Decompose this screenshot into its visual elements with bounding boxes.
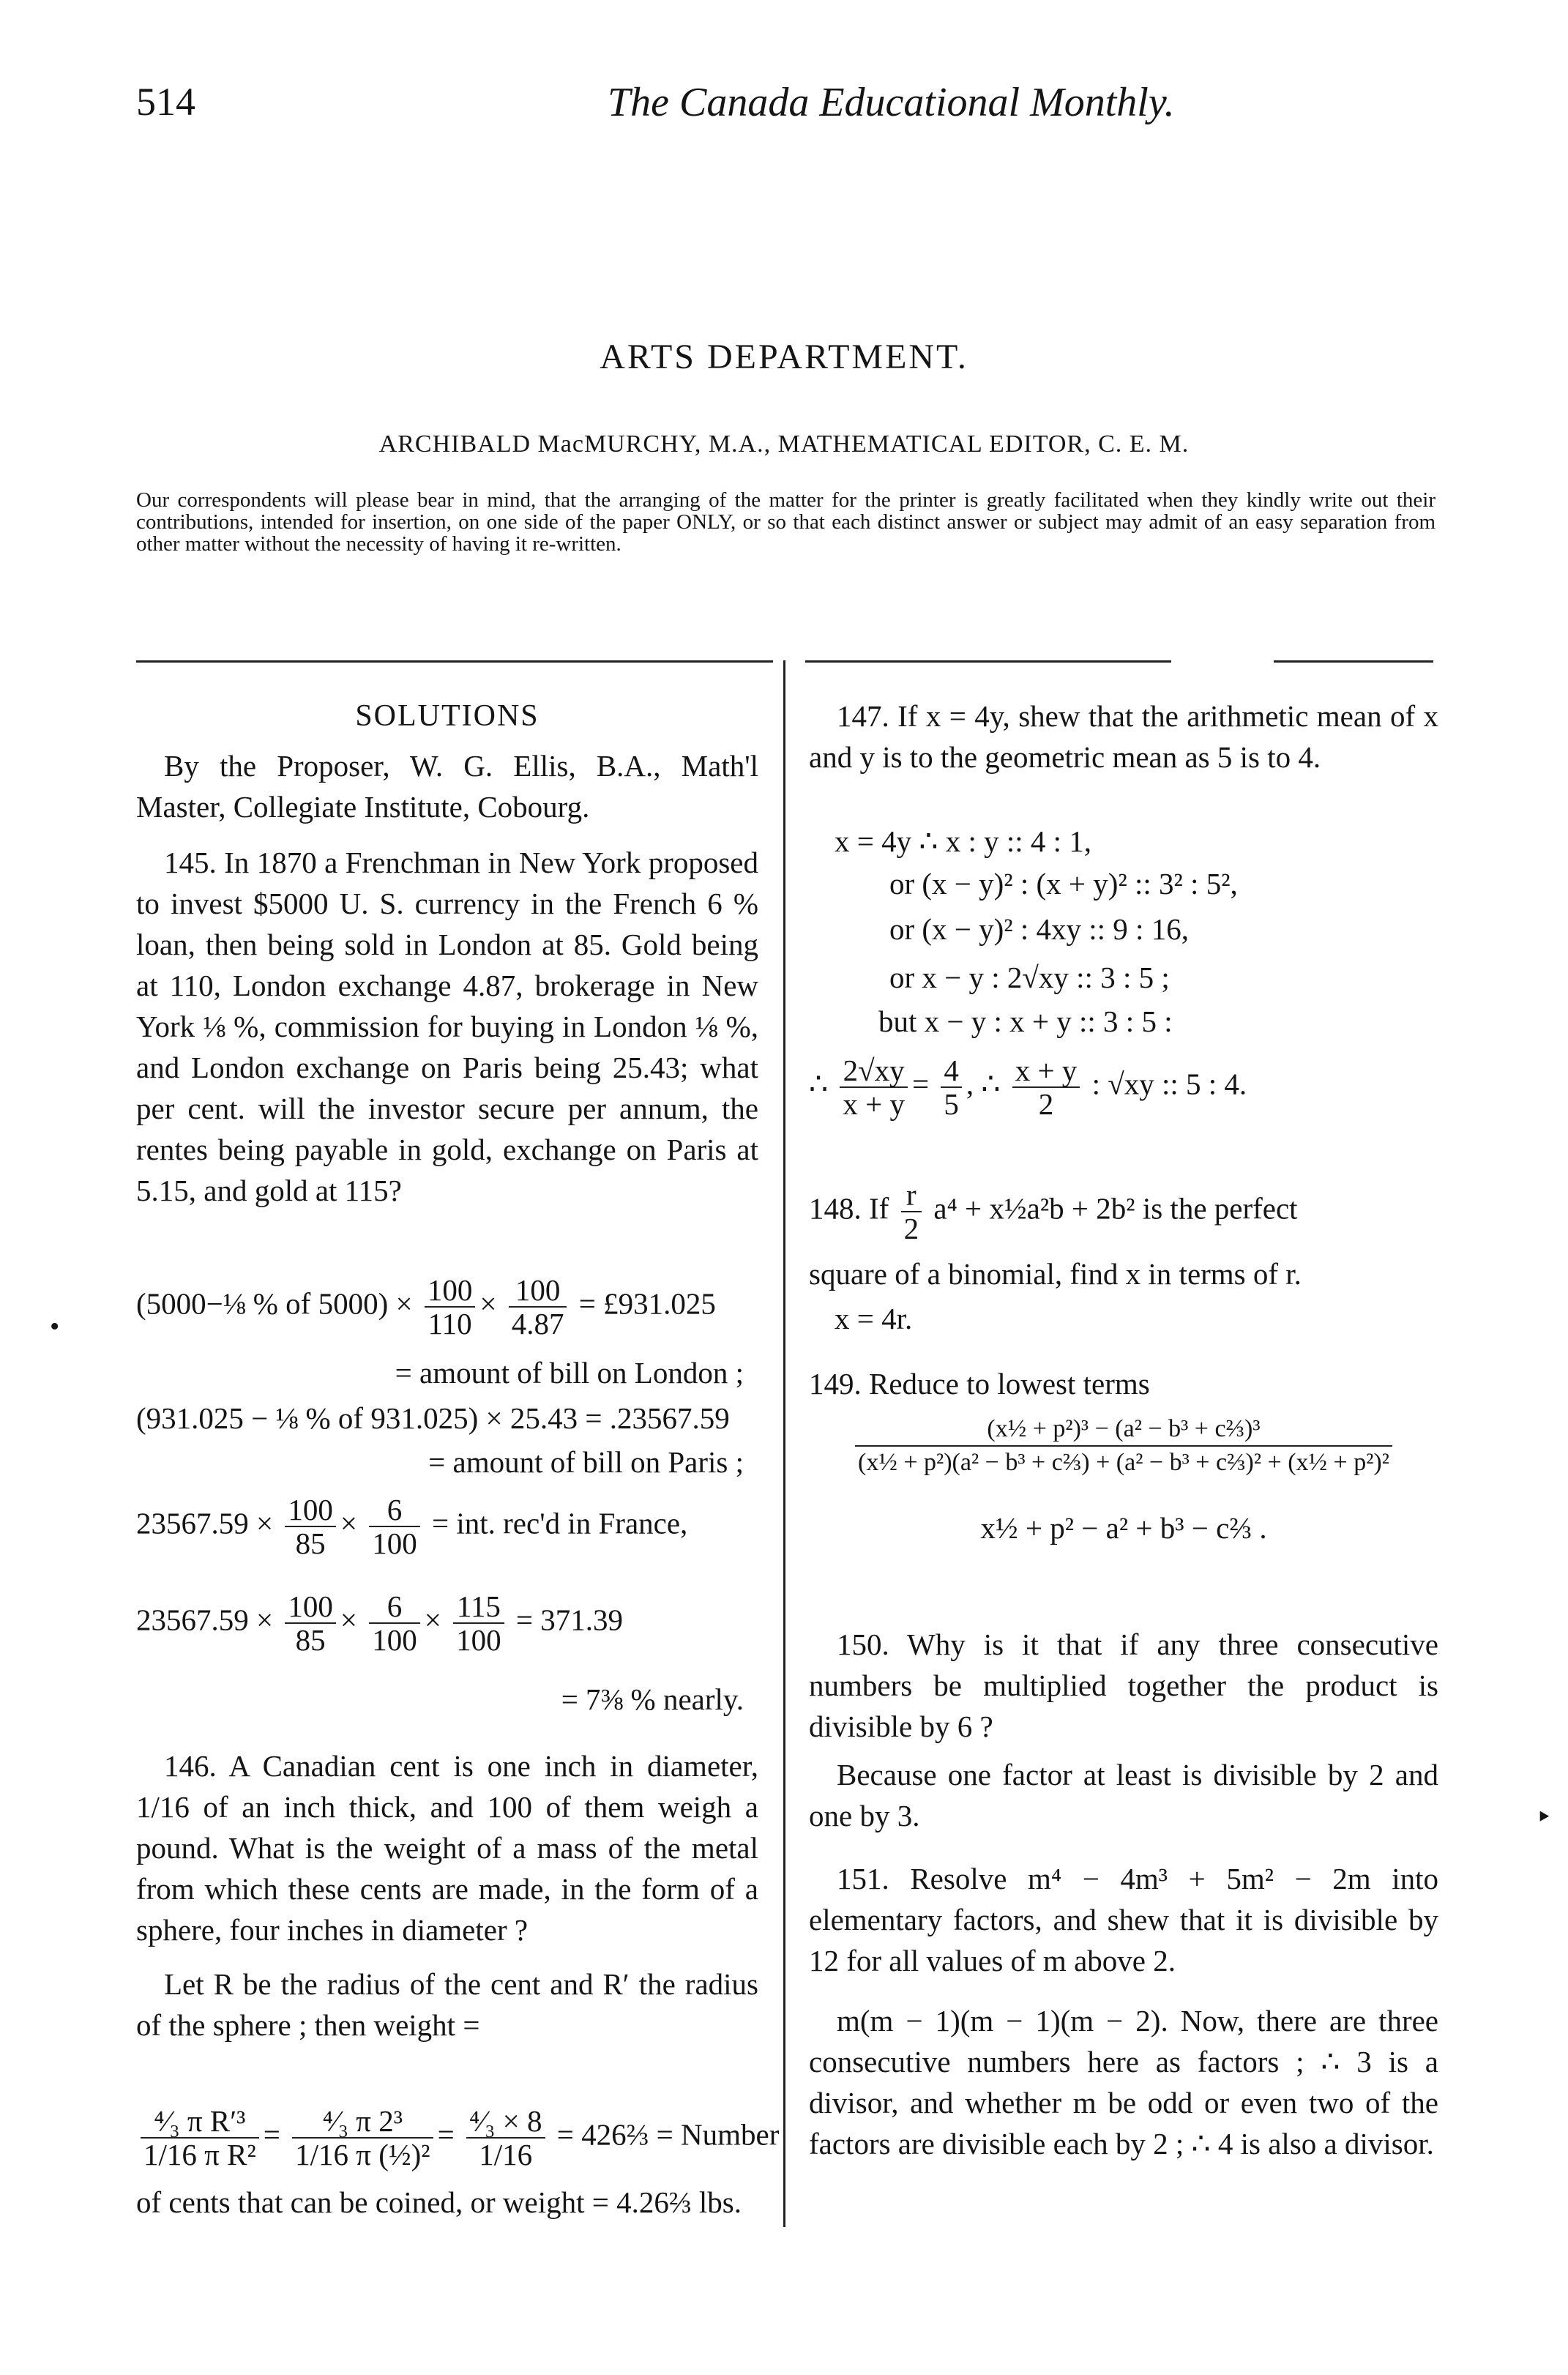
p147-line6: ∴ $\frac{2√xy}{x + y}$ = $\frac{4}{5}$ , ∴ $\frac{x + y}{2}$ : √xy :: 5 : 4. [809, 1054, 1247, 1121]
problem-147: 147. If x = 4y, shew that the arithmetic mean of x and y is to the geometric mean as 5 is to 4. [809, 699, 1438, 774]
eq1-frac2-num: 100 [509, 1274, 567, 1308]
left-column-lower [136, 1745, 758, 2046]
p148-continuation: square of a binomial, find x in terms of r. [809, 1257, 1302, 1291]
p148-frac-num: r [901, 1179, 922, 1212]
eq5-frac1-den: 1/16 π R² [143, 2138, 256, 2171]
right-column-lower [809, 1624, 1438, 2164]
p147-frac3-num: x + y [1012, 1054, 1080, 1088]
right-column-rule [805, 660, 1171, 663]
p148-answer: x = 4r. [835, 1302, 913, 1335]
problem-150-solution: Because one factor at least is divisible by 2 and one by 3. [809, 1758, 1438, 1832]
eq4-frac2-num: 6 [369, 1590, 420, 1624]
problem-151: 151. Resolve m⁴ − 4m³ + 5m² − 2m into elementary factors, and shew that it is divisible by 12 for all values of m above 2. [809, 1862, 1438, 1977]
problem-149: 149. Reduce to lowest terms [809, 1367, 1150, 1401]
margin-mark: ‣ [1536, 1802, 1553, 1833]
equation-145-4: 23567.59 × $\frac{100}{85}$ × $\frac{6}{100}$ × $\frac{115}{100}$ = 371.39 [136, 1589, 623, 1657]
p148-frac-den: 2 [903, 1212, 919, 1245]
column-divider [783, 660, 785, 2227]
equation-146: $\frac{\text{⁴⁄₃ π R′³}}{\text{1/16 π R²}}$ = $\frac{\text{⁴⁄₃ π 2³}}{\text{1/16 π (½)²}}$ = $\frac{\text{⁴⁄₃ × 8}}{1/16}$ = 426⅔ = Number [136, 2105, 779, 2171]
p148-number: 148. If [809, 1191, 889, 1226]
problem-146-conclusion: of cents that can be coined, or weight = 4.26⅔ lbs. [136, 2185, 742, 2219]
eq1-right: = £931.025 [578, 1286, 716, 1321]
p149-fraction [809, 1413, 1438, 1479]
left-column [136, 696, 758, 1211]
eq4-left: 23567.59 × [136, 1603, 274, 1637]
eq5-frac3-num: ⁴⁄₃ × 8 [466, 2105, 545, 2139]
p147-frac3-den: 2 [1038, 1087, 1054, 1121]
eq1-left: (5000−⅛ % of 5000) × [136, 1286, 413, 1321]
p147-line5: but x − y : x + y :: 3 : 5 : [878, 1004, 1173, 1038]
p147-frac2-den: 5 [944, 1087, 959, 1121]
problem-148 [809, 1179, 1298, 1245]
equation-145-3: 23567.59 × $\frac{100}{85}$ × $\frac{6}{100}$ = int. rec'd in France, [136, 1493, 688, 1560]
eq3-right: = int. rec'd in France, [432, 1506, 688, 1540]
eq5-right: = 426⅔ = Number [556, 2117, 780, 2152]
problem-146: 146. A Canadian cent is one inch in diameter, 1/16 of an inch thick, and 100 of them weigh a pound. What is the weight of a mass of the metal from which these cents are made, in the form of a sphere, four inches in diameter ? [136, 1749, 758, 1947]
p147-line3: or (x − y)² : 4xy :: 9 : 16, [889, 912, 1189, 946]
problem-145: 145. In 1870 a Frenchman in New York proposed to invest $5000 U. S. currency in the French 6 % loan, then being sold in London at 85. Gold being at 110, London exchange 4.87, brokerage in New York ⅛ %, commission for buying in London ⅛ %, and London exchange on Paris being 25.43; what per cent. will the investor secure per annum, the rentes being payable in gold, exchange on Paris at 5.15, and gold at 115? [136, 846, 758, 1207]
problem-150: 150. Why is it that if any three consecutive numbers be multiplied together the product is divisible by 6 ? [809, 1628, 1438, 1743]
eq3-frac2-den: 100 [372, 1526, 417, 1560]
eq5-frac3-den: 1/16 [479, 2138, 533, 2171]
p149-denominator: (x½ + p²)(a² − b³ + c⅔) + (a² − b³ + c⅔)² + (x½ + p²)² [858, 1449, 1389, 1476]
p149-answer: x½ + p² − a² + b³ − c⅔ . [980, 1511, 1267, 1545]
eq5-frac1-num: ⁴⁄₃ π R′³ [141, 2105, 259, 2139]
p147-line4: or x − y : 2√xy :: 3 : 5 ; [889, 961, 1170, 994]
problem-151-solution: m(m − 1)(m − 1)(m − 2). Now, there are three consecutive numbers here as factors ; ∴ 3 is a divisor, and whether m be odd or even two of the factors are divisible each by 2 ; ∴ 4 is also a divisor. [809, 2004, 1438, 2160]
right-column-rule-end [1274, 660, 1433, 663]
running-head [124, 79, 1444, 138]
eq3-frac2-num: 6 [369, 1494, 420, 1527]
page-number: 514 [136, 80, 195, 124]
eq3-frac1-num: 100 [285, 1494, 336, 1527]
eq1-frac1-num: 100 [425, 1274, 476, 1308]
equation-145-2-note: = amount of bill on Paris ; [428, 1445, 744, 1479]
p147-frac2-num: 4 [941, 1054, 962, 1088]
editor-line: ARCHIBALD MacMURCHY, M.A., MATHEMATICAL EDITOR, C. E. M. [378, 430, 1190, 458]
eq4-frac3-den: 100 [456, 1623, 501, 1657]
eq3-left: 23567.59 × [136, 1506, 274, 1540]
p148-rest: a⁴ + x½a²b + 2b² is the perfect [933, 1191, 1298, 1226]
margin-mark: • [50, 1311, 60, 1342]
p149-numerator: (x½ + p²)³ − (a² − b³ + c⅔)³ [855, 1413, 1392, 1447]
journal-title: The Canada Educational Monthly. [608, 80, 1175, 125]
eq5-frac2-den: 1/16 π (½)² [295, 2138, 430, 2171]
p147-line1: x = 4y ∴ x : y :: 4 : 1, [835, 824, 1092, 858]
editor-notice: Our correspondents will please bear in mind, that the arranging of the matter for the printer is greatly facilitated when they kindly write out their contributions, intended for insertion, on one side of the paper ONLY, or so that each distinct answer or subject may admit of an easy separation from other matter without the necessity of having it re-written. [136, 488, 1436, 556]
eq4-frac3-num: 115 [453, 1590, 504, 1624]
eq3-frac1-den: 85 [295, 1526, 326, 1560]
left-column-rule [136, 660, 773, 663]
p147-frac1-num: 2√xy [840, 1054, 908, 1088]
eq1-frac2-den: 4.87 [511, 1307, 564, 1341]
eq4-frac2-den: 100 [372, 1623, 417, 1657]
eq1-frac1-den: 110 [428, 1307, 472, 1341]
eq5-frac2-num: ⁴⁄₃ π 2³ [292, 2105, 433, 2139]
byline: By the Proposer, W. G. Ellis, B.A., Math'l Master, Collegiate Institute, Cobourg. [136, 749, 758, 824]
p147-frac1-den: x + y [843, 1087, 905, 1121]
problem-146-solution: Let R be the radius of the cent and R′ the radius of the sphere ; then weight = [136, 1967, 758, 2042]
department-title: ARTS DEPARTMENT. [600, 338, 968, 376]
eq4-frac1-den: 85 [295, 1623, 326, 1657]
equation-145-1: (5000−⅛ % of 5000) × $\frac{100}{110}$ × $\frac{100}{4.87}$ = £931.025 [136, 1273, 716, 1341]
p147-end: : √xy :: 5 : 4. [1091, 1067, 1247, 1101]
eq4-right: = 371.39 [515, 1603, 623, 1637]
right-column [809, 696, 1438, 778]
eq4-frac1-num: 100 [285, 1590, 336, 1624]
p147-line2: or (x − y)² : (x + y)² :: 3² : 5², [889, 867, 1238, 901]
equation-145-4-result: = 7⅜ % nearly. [561, 1682, 744, 1716]
equation-145-1-note: = amount of bill on London ; [395, 1356, 744, 1390]
equation-145-2: (931.025 − ⅛ % of 931.025) × 25.43 = .23567.59 [136, 1401, 730, 1435]
solutions-heading: SOLUTIONS [355, 699, 540, 733]
